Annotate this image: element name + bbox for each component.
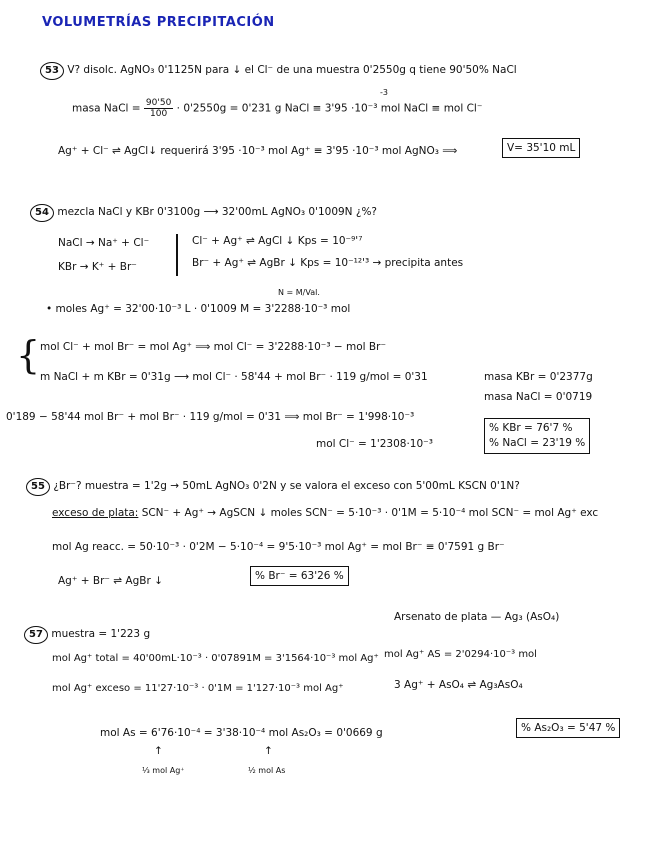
solve-line: 0'189 − 58'44 mol Br⁻ + mol Br⁻ · 119 g/mol = 0'31 ⟹ mol Br⁻ = 1'998·10⁻³ [6,411,415,423]
arsenate-reaction: 3 Ag⁺ + AsO₄ ⇌ Ag₃AsO₄ [394,679,523,691]
masa-kbr: masa KBr = 0'2377g [484,371,593,383]
percent-fraction [144,98,173,119]
dissociation-nacl: NaCl → Na⁺ + Cl⁻ [58,237,150,249]
percent-nacl: % NaCl = 23'19 % [489,437,586,449]
problem-number-57: 57 [24,626,48,644]
problem-54-result-box [484,418,590,454]
mol-balance-line: mol Cl⁻ + mol Br⁻ = mol Ag⁺ ⟹ mol Cl⁻ = 3'2288·10⁻³ − mol Br⁻ [40,341,386,353]
problem-57-statement [24,626,150,644]
exponent-note: -3 [380,88,388,97]
page-title: VOLUMETRÍAS PRECIPITACIÓN [42,15,275,30]
excess-silver-calc: SCN⁻ + Ag⁺ → AgSCN ↓ moles SCN⁻ = 5·10⁻³ · 0'1M = 5·10⁻⁴ mol SCN⁻ = mol Ag⁺ exc [141,507,599,519]
problem-53-mass-line [72,98,482,119]
mass-result: · 0'2550g = 0'231 g NaCl ≡ 3'95 ·10⁻³ mol NaCl ≡ mol Cl⁻ [176,102,483,115]
problem-55-statement [26,478,520,496]
problem-number-55: 55 [26,478,50,496]
problem-53-statement [40,62,517,80]
mol-cl-result: mol Cl⁻ = 1'2308·10⁻³ [316,438,433,450]
total-ag-line: mol Ag⁺ total = 40'00mL·10⁻³ · 0'07891M = 3'1564·10⁻³ mol Ag⁺ [52,653,379,664]
fraction-denominator: 100 [150,109,168,119]
arrow-up-icon: ↑ [154,745,163,757]
note-half-as: ½ mol As [248,766,286,775]
reaction-agcl: Cl⁻ + Ag⁺ ⇌ AgCl ↓ Kps = 10⁻⁹'⁷ [192,235,363,247]
normality-formula: N = M/Val. [278,288,320,297]
problem-57-text: muestra = 1'223 g [51,628,151,640]
excess-silver-line [52,506,598,520]
problem-number-54: 54 [30,204,54,222]
problem-number-53: 53 [40,62,64,80]
ag-reacted-line: mol Ag reacc. = 50·10⁻³ · 0'2M − 5·10⁻⁴ = 9'5·10⁻³ mol Ag⁺ = mol Br⁻ ≡ 0'7591 g Br⁻ [52,541,505,553]
dissociation-kbr: KBr → K⁺ + Br⁻ [58,261,137,273]
note-third-ag: ⅓ mol Ag⁺ [142,766,185,775]
problem-55-text: ¿Br⁻? muestra = 1'2g → 50mL AgNO₃ 0'2N y se valora el exceso con 5'00mL KSCN 0'1N? [53,480,520,492]
percent-kbr: % KBr = 76'7 % [489,422,573,434]
reaction-agbr: Br⁻ + Ag⁺ ⇌ AgBr ↓ Kps = 10⁻¹²'³ → precipita antes [192,257,464,269]
mass-label: masa NaCl = [72,102,141,115]
agbr-reaction: Ag⁺ + Br⁻ ⇌ AgBr ↓ [58,575,163,587]
problem-55-result-box: % Br⁻ = 63'26 % [250,566,349,586]
problem-53-text: V? disolc. AgNO₃ 0'1125N para ↓ el Cl⁻ de una muestra 0'2550g q tiene 90'50% NaCl [67,64,517,76]
moles-ag-line: • moles Ag⁺ = 32'00·10⁻³ L · 0'1009 M = 3'2288·10⁻³ mol [46,303,351,315]
brace-symbol: { [16,333,41,377]
silver-arsenate-label: Arsenato de plata — Ag₃ (AsO₄) [394,611,560,623]
problem-54-text: mezcla NaCl y KBr 0'3100g ⟶ 32'00mL AgNO₃ 0'1009N ¿%? [57,206,377,218]
problem-57-result-box: % As₂O₃ = 5'47 % [516,718,620,738]
problem-54-statement [30,204,377,222]
divider-bar [176,234,178,276]
excess-silver-label: exceso de plata: [52,507,139,519]
mol-ag-as: mol Ag⁺ AS = 2'0294·10⁻³ mol [384,649,537,660]
problem-53-reaction-line: Ag⁺ + Cl⁻ ⇌ AgCl↓ requerirá 3'95 ·10⁻³ mol Ag⁺ ≡ 3'95 ·10⁻³ mol AgNO₃ ⟹ [58,145,458,157]
masa-nacl: masa NaCl = 0'0719 [484,391,593,403]
mol-as-line: mol As = 6'76·10⁻⁴ = 3'38·10⁻⁴ mol As₂O₃ = 0'0669 g [100,727,383,739]
problem-53-result-box: V= 35'10 mL [502,138,580,158]
arrow-up-icon-2: ↑ [264,745,273,757]
mass-balance-line: m NaCl + m KBr = 0'31g ⟶ mol Cl⁻ · 58'44 + mol Br⁻ · 119 g/mol = 0'31 [40,371,428,383]
fraction-numerator: 90'50 [145,98,172,108]
excess-ag-line: mol Ag⁺ exceso = 11'27·10⁻³ · 0'1M = 1'127·10⁻³ mol Ag⁺ [52,683,344,694]
